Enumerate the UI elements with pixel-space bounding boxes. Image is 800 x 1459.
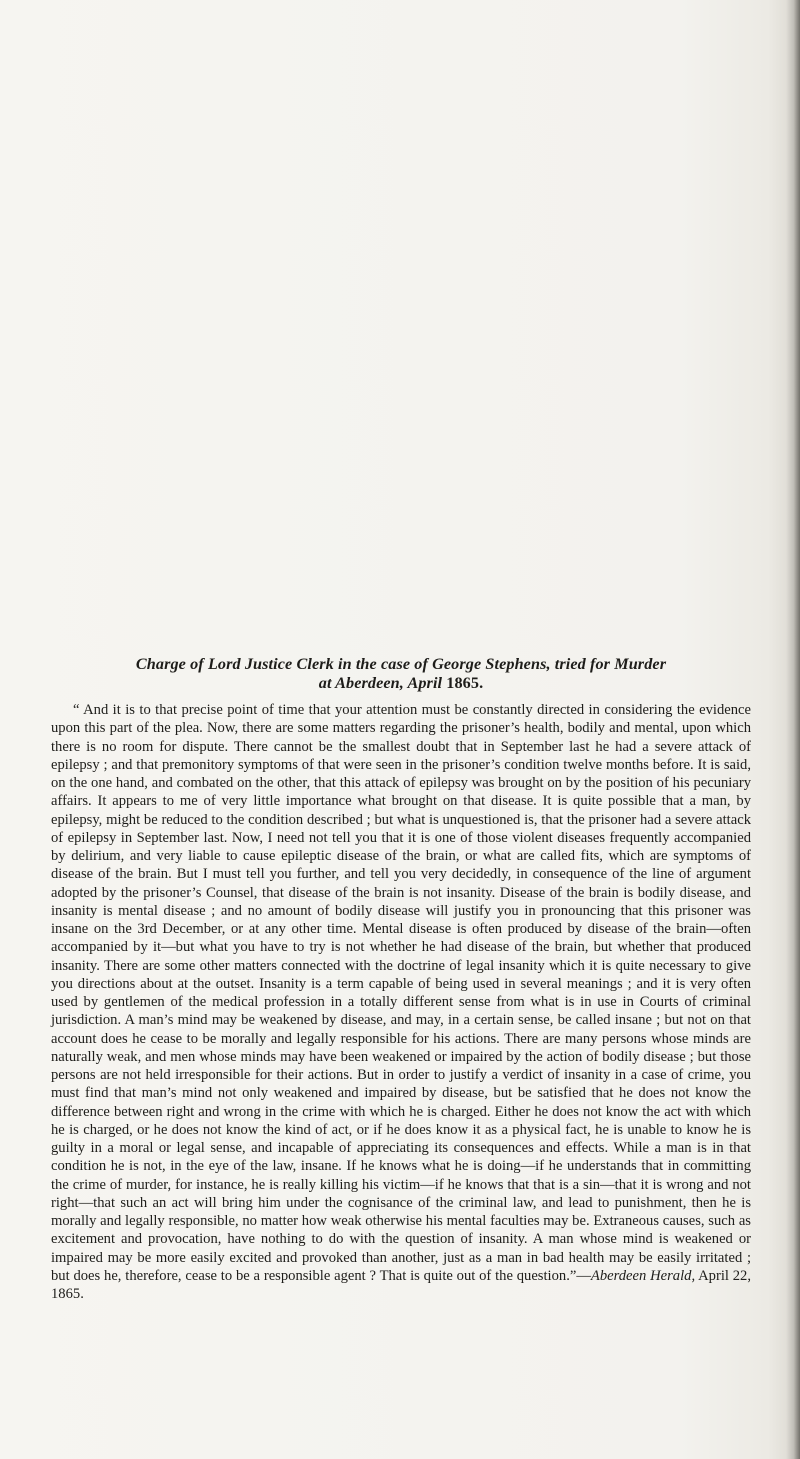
charge-quote-text: “ And it is to that precise point of time that your attention must be constantly directed in considering the evidence upon this part of the plea. Now, there are some matters regarding the prisoner’s health, bodily and mental, upon which there is no room for dispute. There cannot be the smallest doubt that in September last he had a severe attack of epilepsy ; and that premonitory symptoms of that were seen in the prisoner’s condition twelve months before. It is said, on the one hand, and combated on the other, that this attack of epilepsy was brought on by the position of his pecuniary affairs. It appears to me of very little importance what brought on that disease. It is quite possible that a man, by epilepsy, might be reduced to the condition described ; but what is unquestioned is, that the prisoner had a severe attack of epilepsy in September last. Now, I need not tell you that it is one of those violent diseases frequently accompanied by delirium, and very liable to cause epileptic disease of the brain, or what are called fits, which are symptoms of disease of the brain. But I must tell you further, and tell you very decidedly, in consequence of the line of argument adopted by the prisoner’s Counsel, that disease of the brain is not insanity. Disease of the brain is bodily disease, and insanity is mental disease ; and no amount of bodily disease will justify you in pronouncing that this prisoner was insane on the 3rd December, or at any other time. Mental disease is often produced by disease of the brain—often accompanied by it—but what you have to try is not whether he had disease of the brain, but whether that produced insanity. There are some other matters connected with the doctrine of legal insanity which it is quite necessary to give you directions about at the outset. Insanity is a term capable of being used in several meanings ; and it is very often used by gentlemen of the medical profession in a totally different sense from what is in use in Courts of criminal jurisdiction. A man’s mind may be weakened by disease, and may, in a certain sense, be called insane ; but not on that account does he cease to be morally and legally responsible for his actions. There are many persons whose minds are naturally weak, and men whose minds may have been weakened or impaired by the action of bodily disease ; but those persons are not held irresponsible for their actions. But in order to justify a verdict of insanity in a case of crime, you must find that man’s mind not only weakened and impaired by disease, but be satisfied that he does not know the difference between right and wrong in the crime with which he is charged. Either he does not know the act with which he is charged, or he does not know the kind of act, or if he does know it as a physical fact, he is unable to know he is guilty in a moral or legal sense, and incapable of appreciating its consequences and effects. While a man is in that condition he is not, in the eye of the law, insane. If he knows what he is doing—if he understands that in committing the crime of murder, for instance, he is really killing his victim—if he knows that that is a sin—that it is wrong and not right—that such an act will bring him under the cognisance of the criminal law, and lead to punishment, then he is morally and legally responsible, no matter how weak otherwise his mental faculties may be. Extraneous causes, such as excitement and provocation, have nothing to do with the question of insanity. A man whose mind is weakened or impaired may be more easily excited and provoked than another, just as a man in bad health may be easily irritated ; but does he, therefore, cease to be a responsible agent ? That is quite out of the question.”—: [51, 702, 751, 1284]
quoted-charge-paragraph: [51, 701, 751, 1303]
heading-line-2: at Aberdeen, April: [318, 674, 443, 692]
page-edge-shadow: [786, 0, 800, 1459]
source-date: April 22, 1865.: [51, 1267, 751, 1302]
document-heading: [51, 655, 751, 693]
document-body: [51, 655, 751, 1303]
heading-line-1: Charge of Lord Justice Clerk in the case of George Stephens, tried for Murder: [135, 655, 667, 673]
source-newspaper: Aberdeen Herald,: [590, 1267, 696, 1284]
heading-year: 1865.: [446, 674, 484, 692]
